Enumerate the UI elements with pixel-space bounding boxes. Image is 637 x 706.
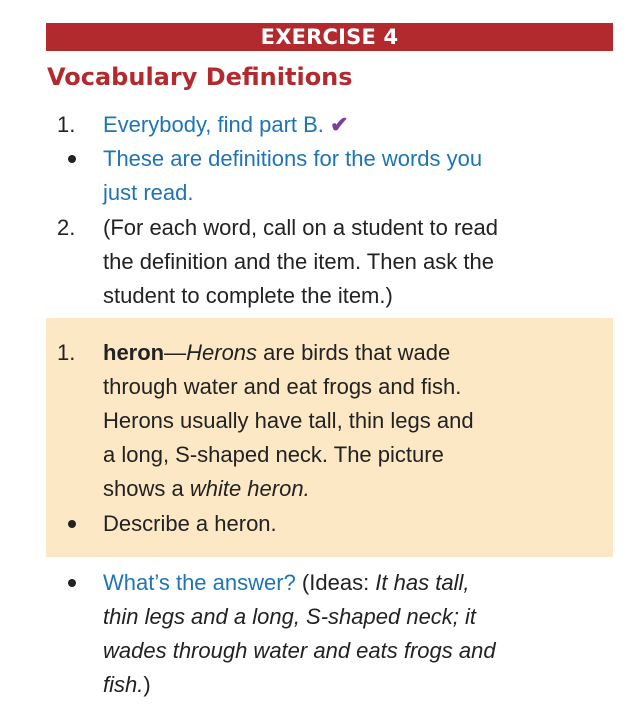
answer-ideas-prefix: (Ideas: xyxy=(295,570,376,595)
item-1-line-2: through water and eat frogs and fish. xyxy=(103,374,462,399)
checkmark-icon: ✔ xyxy=(330,112,349,137)
answer-question: What’s the answer? xyxy=(103,570,296,595)
answer-line-4 xyxy=(103,668,151,702)
bullet-icon xyxy=(68,579,76,587)
item-1-line-1-italic: Herons xyxy=(186,340,258,365)
answer-line-1 xyxy=(103,566,469,600)
answer-line-3 xyxy=(103,634,496,668)
item-1-bullet: Describe a heron. xyxy=(103,511,277,536)
bullet-1-line-1: These are definitions for the words you xyxy=(103,146,483,171)
bullet-1-line-2: just read. xyxy=(103,180,194,205)
bullet-icon xyxy=(68,155,76,163)
step-2-line-1: (For each word, call on a student to read xyxy=(103,215,498,240)
answer-close-paren: ) xyxy=(143,672,151,697)
item-1-line-3: Herons usually have tall, thin legs and xyxy=(103,408,474,433)
answer-line-2-text: thin legs and a long, S-shaped neck; it xyxy=(103,604,477,629)
item-1-number: 1. xyxy=(57,340,76,365)
step-1-text xyxy=(103,108,349,142)
bullet-icon xyxy=(68,520,76,528)
step-2-line-2: the definition and the item. Then ask the xyxy=(103,249,494,274)
answer-line-3-text: wades through water and eats frogs and xyxy=(103,638,496,663)
item-1-line-4: a long, S-shaped neck. The picture xyxy=(103,442,444,467)
em-dash: — xyxy=(164,340,187,365)
answer-line-2 xyxy=(103,600,476,634)
exercise-banner: EXERCISE 4 xyxy=(46,23,613,51)
step-2-number: 2. xyxy=(57,215,76,240)
answer-line-4-italic: fish. xyxy=(103,672,144,697)
section-title: Vocabulary Definitions xyxy=(47,63,353,91)
item-1-line-5 xyxy=(103,472,310,506)
item-1-line-5-plain: shows a xyxy=(103,476,190,501)
step-1-number: 1. xyxy=(57,112,76,137)
item-1-line-1-rest: are birds that wade xyxy=(257,340,451,365)
step-2-line-3: student to complete the item.) xyxy=(103,283,393,308)
item-1-line-5-italic: white heron. xyxy=(189,476,310,501)
vocabulary-word: heron xyxy=(103,340,165,365)
answer-line-1-italic: It has tall, xyxy=(375,570,470,595)
step-1-label: Everybody, find part B. xyxy=(103,112,324,137)
item-1-line-1 xyxy=(103,336,450,370)
